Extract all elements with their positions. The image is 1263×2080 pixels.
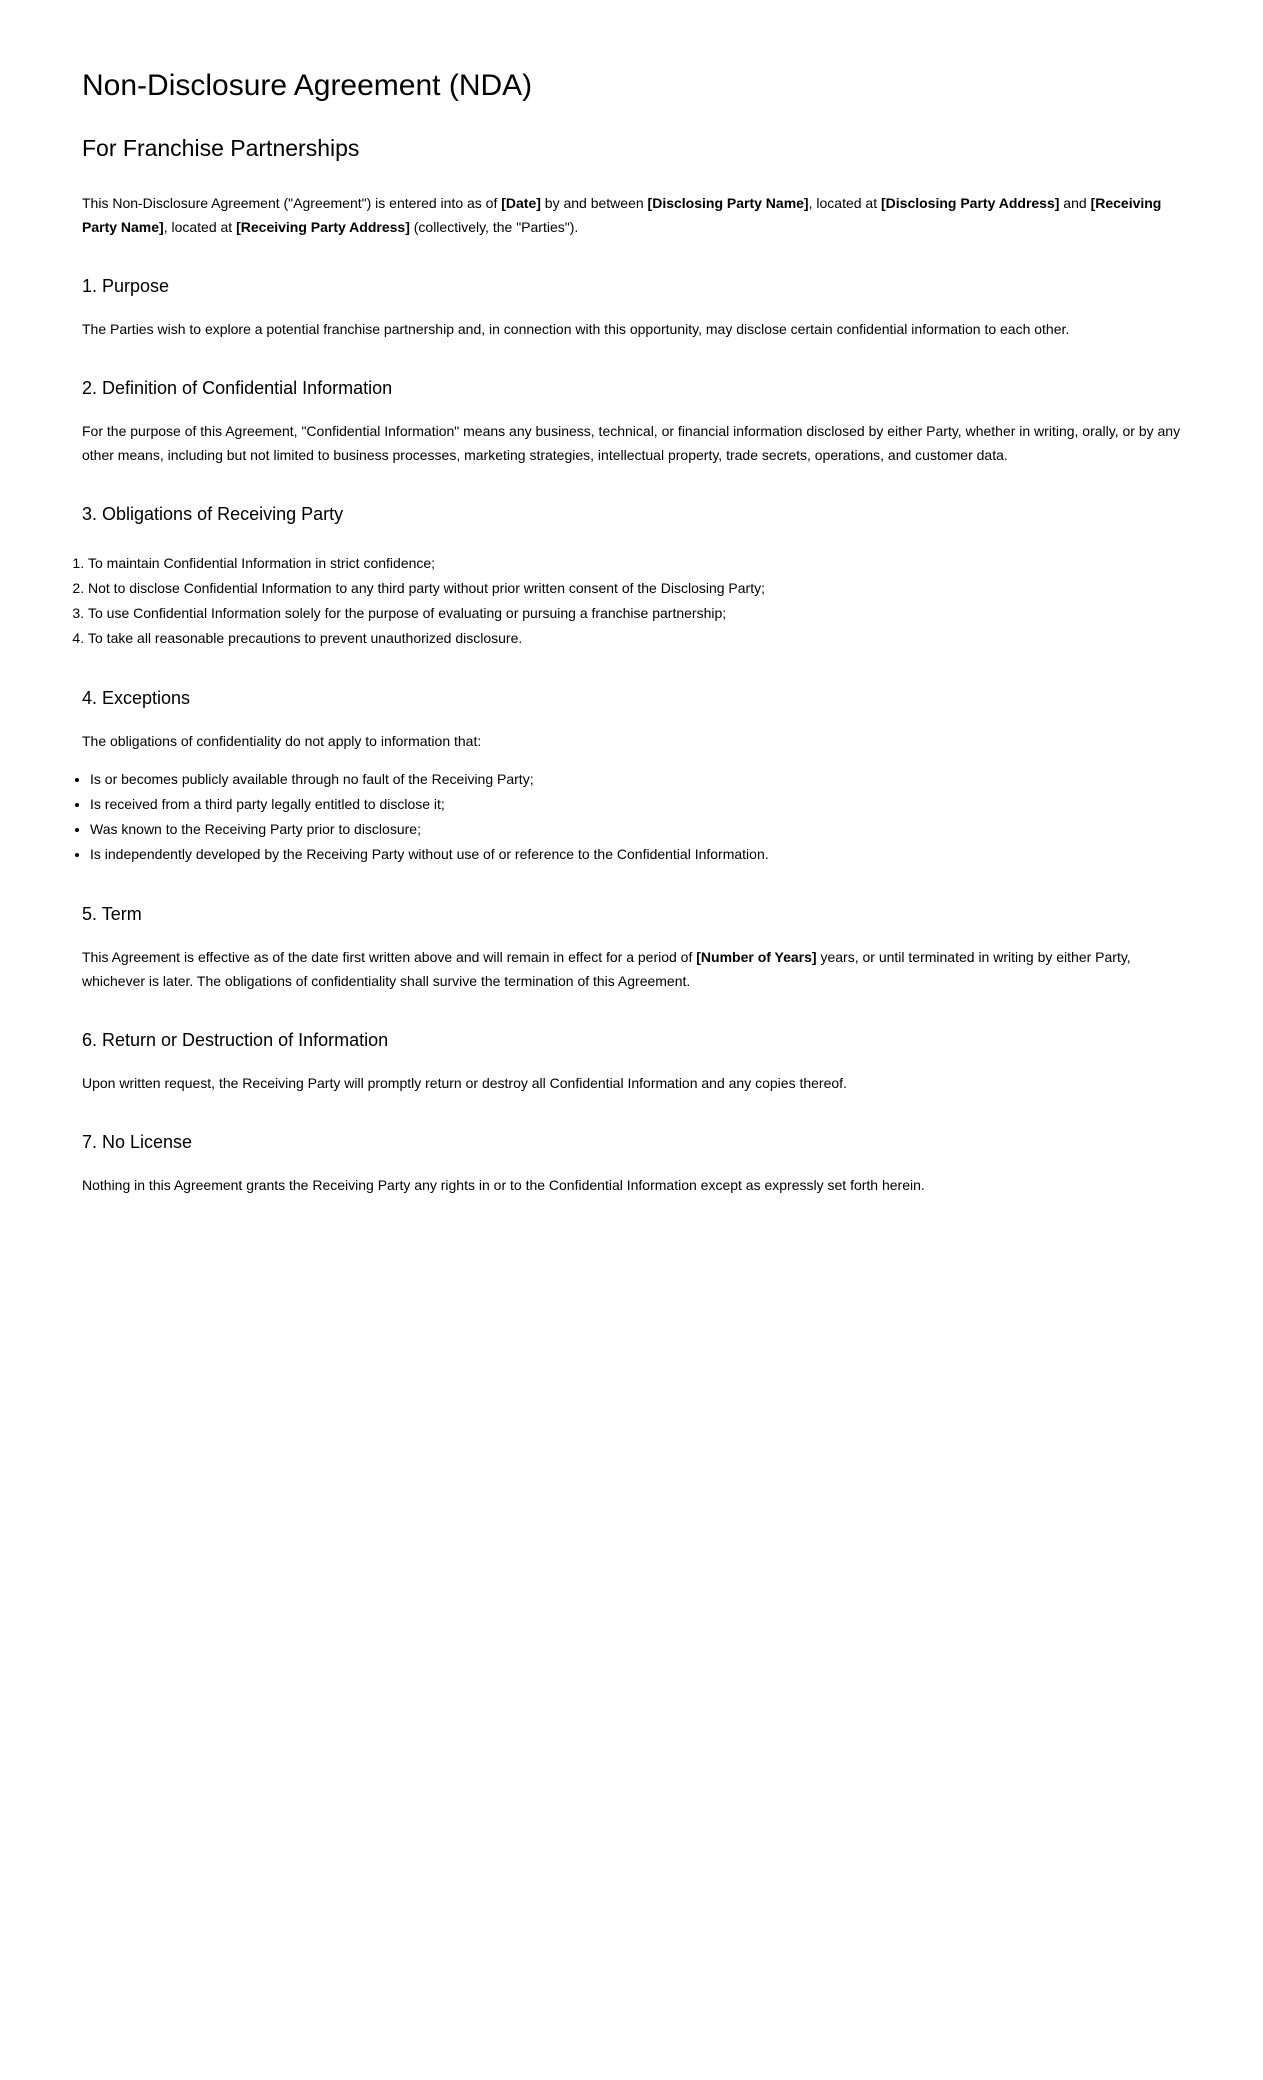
section-paragraph (82, 1173, 1181, 1197)
text-segment: , located at (808, 195, 881, 211)
section-heading: 2. Definition of Confidential Information (82, 378, 393, 398)
placeholder-field: [Receiving Party Name] (82, 195, 1162, 235)
section-heading: 4. Exceptions (82, 688, 191, 708)
text-segment: Upon written request, the Receiving Party will promptly return or destroy all Confidential Information and any copies thereof. (82, 1075, 847, 1091)
list-item (88, 626, 1181, 651)
section-heading: 6. Return or Destruction of Information (82, 1030, 389, 1050)
section-paragraph (82, 419, 1181, 467)
numbered-list (82, 551, 1181, 651)
text-segment: To use Confidential Information solely for the purpose of evaluating or pursuing a franchise partnership; (88, 605, 727, 621)
text-segment: The obligations of confidentiality do not apply to information that: (82, 733, 482, 749)
text-segment: Nothing in this Agreement grants the Receiving Party any rights in or to the Confidential Information except as expressly set forth herein. (82, 1177, 925, 1193)
document-section (82, 275, 1181, 341)
document-section (82, 377, 1181, 467)
section-paragraph (82, 317, 1181, 341)
text-segment: For the purpose of this Agreement, "Confidential Information" means any business, technical, or financial information disclosed by either Party, whether in writing, orally, or by any other means, including but not limited to business processes, marketing strategies, intellectual property, trade secrets, operations, and customer data. (82, 423, 1181, 463)
document-section (82, 687, 1181, 867)
text-segment: Not to disclose Confidential Information to any third party without prior written consent of the Disclosing Party; (88, 580, 765, 596)
section-heading: 3. Obligations of Receiving Party (82, 504, 344, 524)
placeholder-field: [Receiving Party Address] (236, 219, 410, 235)
text-segment: (collectively, the "Parties"). (409, 219, 579, 235)
text-segment: To maintain Confidential Information in strict confidence; (88, 555, 436, 571)
text-segment: Is independently developed by the Receiving Party without use of or reference to the Confidential Information. (90, 846, 769, 862)
placeholder-field: [Disclosing Party Name] (647, 195, 809, 211)
document-section (82, 1131, 1181, 1197)
section-heading: 7. No License (82, 1132, 193, 1152)
section-heading: 1. Purpose (82, 276, 170, 296)
document-section (82, 903, 1181, 993)
document-sections (82, 275, 1181, 1197)
list-item (88, 551, 1181, 576)
list-item (88, 601, 1181, 626)
section-paragraph (82, 1071, 1181, 1095)
placeholder-field: [Date] (501, 195, 541, 211)
list-item (90, 817, 1181, 842)
text-segment: years, or until terminated in writing by either Party, whichever is later. The obligations of confidentiality shall survive the termination of this Agreement. (82, 949, 1131, 989)
list-item (90, 842, 1181, 867)
text-segment: To take all reasonable precautions to prevent unauthorized disclosure. (88, 630, 523, 646)
text-segment: Is or becomes publicly available through no fault of the Receiving Party; (90, 771, 534, 787)
text-segment: This Non-Disclosure Agreement ("Agreement") is entered into as of (82, 195, 502, 211)
text-segment: Was known to the Receiving Party prior to disclosure; (90, 821, 421, 837)
section-paragraph (82, 729, 1181, 753)
section-heading: 5. Term (82, 904, 142, 924)
intro-paragraph (82, 191, 1181, 239)
section-paragraph (82, 945, 1181, 993)
text-segment: This Agreement is effective as of the date first written above and will remain in effect for a period of (82, 949, 697, 965)
text-segment: by and between (540, 195, 648, 211)
document-section (82, 503, 1181, 651)
list-item (90, 767, 1181, 792)
document-subtitle: For Franchise Partnerships (82, 135, 360, 161)
text-segment: and (1059, 195, 1091, 211)
text-segment: Is received from a third party legally entitled to disclose it; (90, 796, 445, 812)
document-title: Non-Disclosure Agreement (NDA) (82, 69, 533, 102)
text-segment: The Parties wish to explore a potential franchise partnership and, in connection with this opportunity, may disclose certain confidential information to each other. (82, 321, 1070, 337)
document-section (82, 1029, 1181, 1095)
placeholder-field: [Disclosing Party Address] (881, 195, 1060, 211)
bullet-list (82, 767, 1181, 867)
text-segment: , located at (163, 219, 237, 235)
list-item (88, 576, 1181, 601)
placeholder-field: [Number of Years] (696, 949, 817, 965)
list-item (90, 792, 1181, 817)
